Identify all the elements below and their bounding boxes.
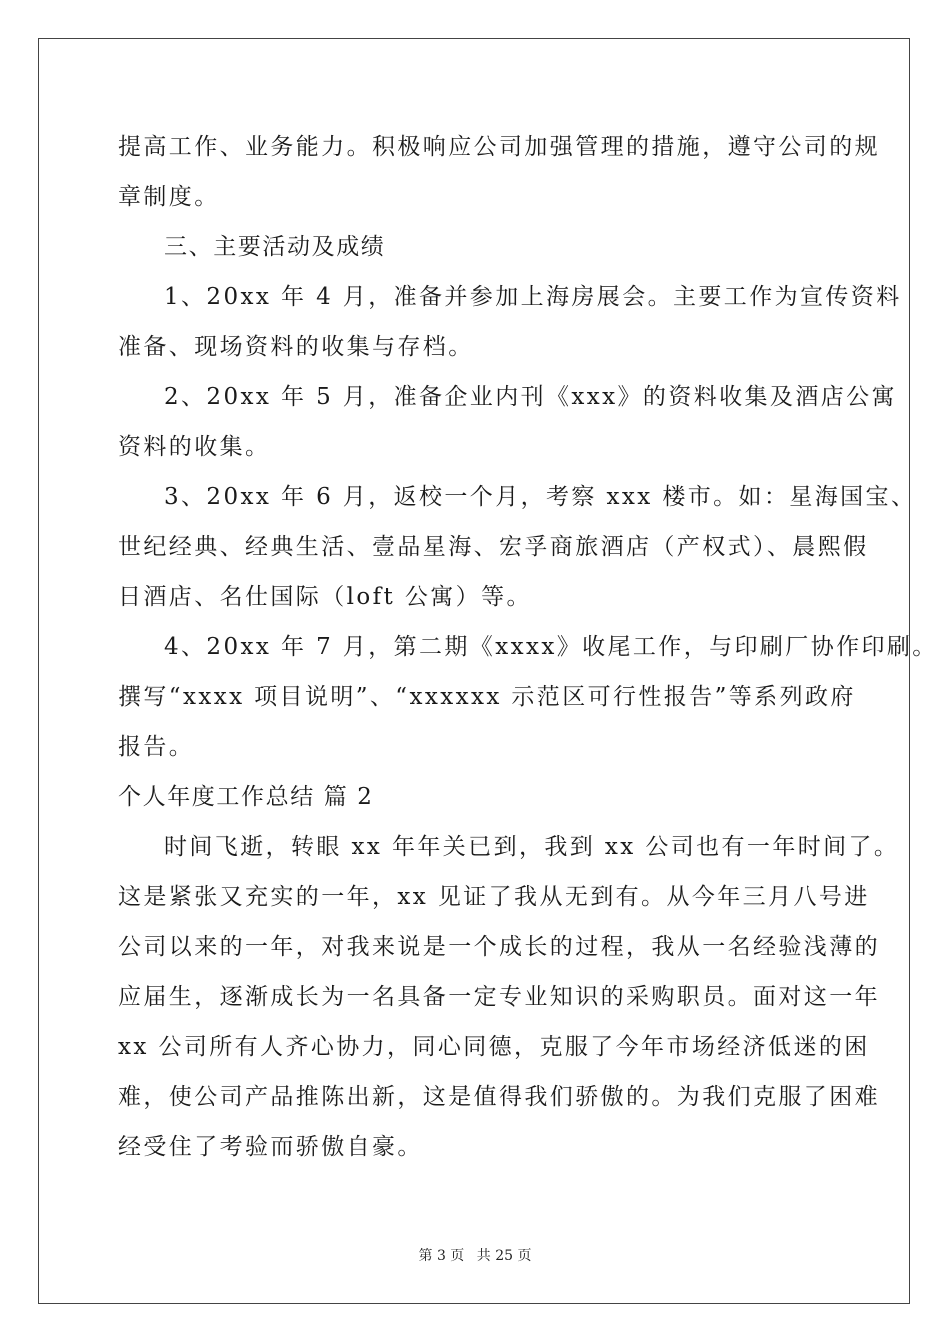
text-line: 资料的收集。 <box>118 434 271 460</box>
text-line: 世纪经典、经典生活、壹品星海、宏孚商旅酒店（产权式）、晨熙假 <box>118 534 869 560</box>
document-body <box>118 122 938 1172</box>
text-line: 报告。 <box>118 734 195 760</box>
page-number-total: 共 25 页 <box>476 1248 532 1264</box>
text-line: 1、20xx 年 4 月，准备并参加上海房展会。主要工作为宣传资料 <box>164 284 902 310</box>
article-title: 个人年度工作总结 篇 2 <box>118 784 374 810</box>
text-line: 经受住了考验而骄傲自豪。 <box>118 1134 423 1160</box>
text-line: 难，使公司产品推陈出新，这是值得我们骄傲的。为我们克服了困难 <box>118 1084 880 1110</box>
text-line: 撰写“xxxx 项目说明”、“xxxxxx 示范区可行性报告”等系列政府 <box>118 684 856 710</box>
text-line: 日酒店、名仕国际（loft 公寓）等。 <box>118 584 532 610</box>
text-line: 2、20xx 年 5 月，准备企业内刊《xxx》的资料收集及酒店公寓 <box>164 384 897 410</box>
text-line: xx 公司所有人齐心协力，同心同德，克服了今年市场经济低迷的困 <box>118 1034 870 1060</box>
text-line: 4、20xx 年 7 月，第二期《xxxx》收尾工作，与印刷厂协作印刷。 <box>164 634 938 660</box>
page-number-current: 第 3 页 <box>418 1248 465 1264</box>
page-footer <box>0 1245 950 1265</box>
text-line: 应届生，逐渐成长为一名具备一定专业知识的采购职员。面对这一年 <box>118 984 880 1010</box>
text-line: 3、20xx 年 6 月，返校一个月，考察 xxx 楼市。如：星海国宝、 <box>164 484 917 510</box>
text-line: 公司以来的一年，对我来说是一个成长的过程，我从一名经验浅薄的 <box>118 934 880 960</box>
text-line: 准备、现场资料的收集与存档。 <box>118 334 474 360</box>
section-heading: 三、主要活动及成绩 <box>164 234 386 260</box>
text-line: 章制度。 <box>118 184 220 210</box>
text-line: 这是紧张又充实的一年，xx 见证了我从无到有。从今年三月八号进 <box>118 884 870 910</box>
text-line: 时间飞逝，转眼 xx 年年关已到，我到 xx 公司也有一年时间了。 <box>164 834 900 860</box>
text-line: 提高工作、业务能力。积极响应公司加强管理的措施，遵守公司的规 <box>118 134 880 160</box>
